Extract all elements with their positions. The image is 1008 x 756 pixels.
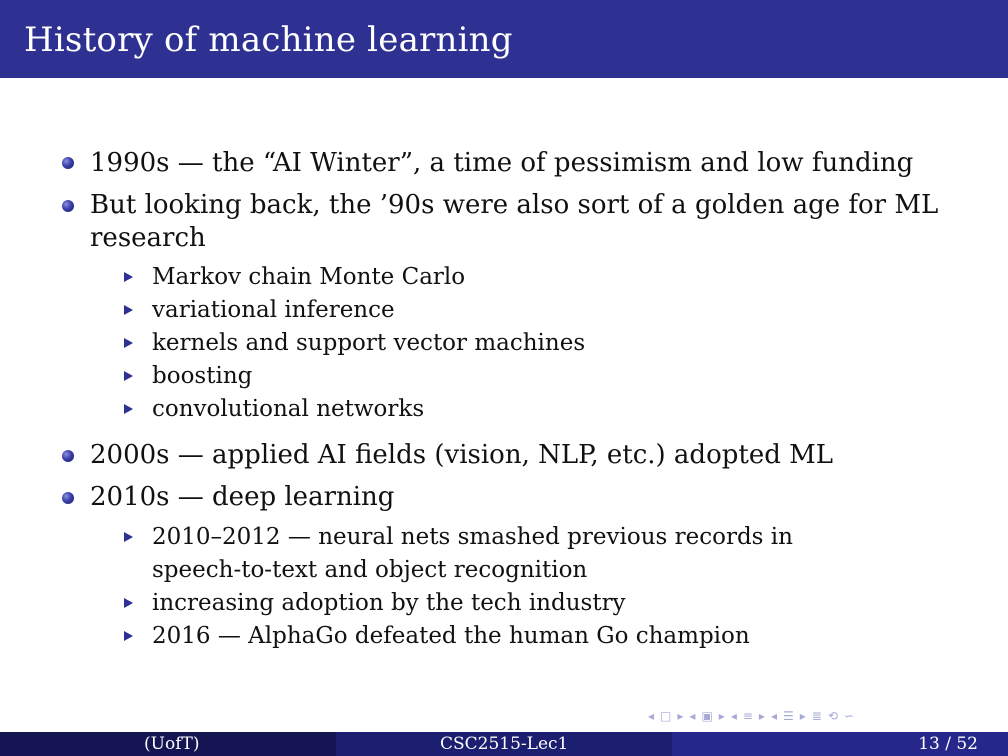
triangle-bullet-icon [124, 532, 133, 542]
nav-prev-frame-icon[interactable]: ◂ [689, 709, 696, 723]
sub-item-boosting: boosting [152, 363, 253, 389]
triangle-bullet-icon [124, 338, 133, 348]
bullet-1990s: 1990s — the “AI Winter”, a time of pessimism and low funding [90, 148, 914, 178]
footer-course: CSC2515-Lec1 [440, 734, 569, 754]
footer-page-number: 13 / 52 [918, 734, 978, 754]
nav-section-icon[interactable]: ☰ [782, 709, 794, 723]
nav-document-icon[interactable]: ≣ [811, 709, 822, 723]
triangle-bullet-icon [124, 598, 133, 608]
bullet-dot-icon [62, 492, 74, 504]
nav-search-icon[interactable]: ⟲ [827, 709, 838, 723]
nav-slide-icon[interactable]: □ [660, 709, 672, 723]
footer-institute: (UofT) [144, 734, 200, 754]
sub-item-kernels-svm: kernels and support vector machines [152, 330, 586, 356]
triangle-bullet-icon [124, 371, 133, 381]
triangle-bullet-icon [124, 272, 133, 282]
nav-zoom-icon[interactable]: ∽ [843, 709, 854, 723]
nav-prev-subsection-icon[interactable]: ◂ [730, 709, 737, 723]
sub-item-alphago: 2016 — AlphaGo defeated the human Go champion [152, 623, 750, 649]
sub-item-mcmc: Markov chain Monte Carlo [152, 264, 466, 290]
triangle-bullet-icon [124, 631, 133, 641]
nav-prev-section-icon[interactable]: ◂ [770, 709, 777, 723]
bullet-2000s: 2000s — applied AI fields (vision, NLP, etc.) adopted ML [90, 440, 834, 470]
nav-subsection-icon[interactable]: ≡ [742, 709, 753, 723]
bullet-golden-age-line2: research [90, 223, 206, 253]
bullet-2010s: 2010s — deep learning [90, 482, 395, 512]
sub-item-variational-inference: variational inference [152, 297, 395, 323]
triangle-bullet-icon [124, 305, 133, 315]
nav-next-subsection-icon[interactable]: ▸ [758, 709, 765, 723]
nav-next-frame-icon[interactable]: ▸ [718, 709, 725, 723]
nav-next-section-icon[interactable]: ▸ [799, 709, 806, 723]
navigation-controls [648, 706, 860, 726]
triangle-bullet-icon [124, 404, 133, 414]
sub-item-tech-adoption: increasing adoption by the tech industry [152, 590, 626, 616]
nav-prev-slide-icon[interactable]: ◂ [648, 709, 655, 723]
bullet-dot-icon [62, 450, 74, 462]
bullet-dot-icon [62, 157, 74, 169]
slide-title: History of machine learning [24, 20, 513, 60]
nav-frame-icon[interactable]: ▣ [701, 709, 713, 723]
sub-item-records-line1: 2010–2012 — neural nets smashed previous records in [152, 524, 793, 550]
sub-item-convolutional-networks: convolutional networks [152, 396, 425, 422]
bullet-dot-icon [62, 200, 74, 212]
bullet-golden-age-line1: But looking back, the ’90s were also sort of a golden age for ML [90, 190, 939, 220]
sub-item-records-line2: speech-to-text and object recognition [152, 557, 588, 583]
footer-bar [0, 732, 1008, 756]
nav-next-slide-icon[interactable]: ▸ [677, 709, 684, 723]
